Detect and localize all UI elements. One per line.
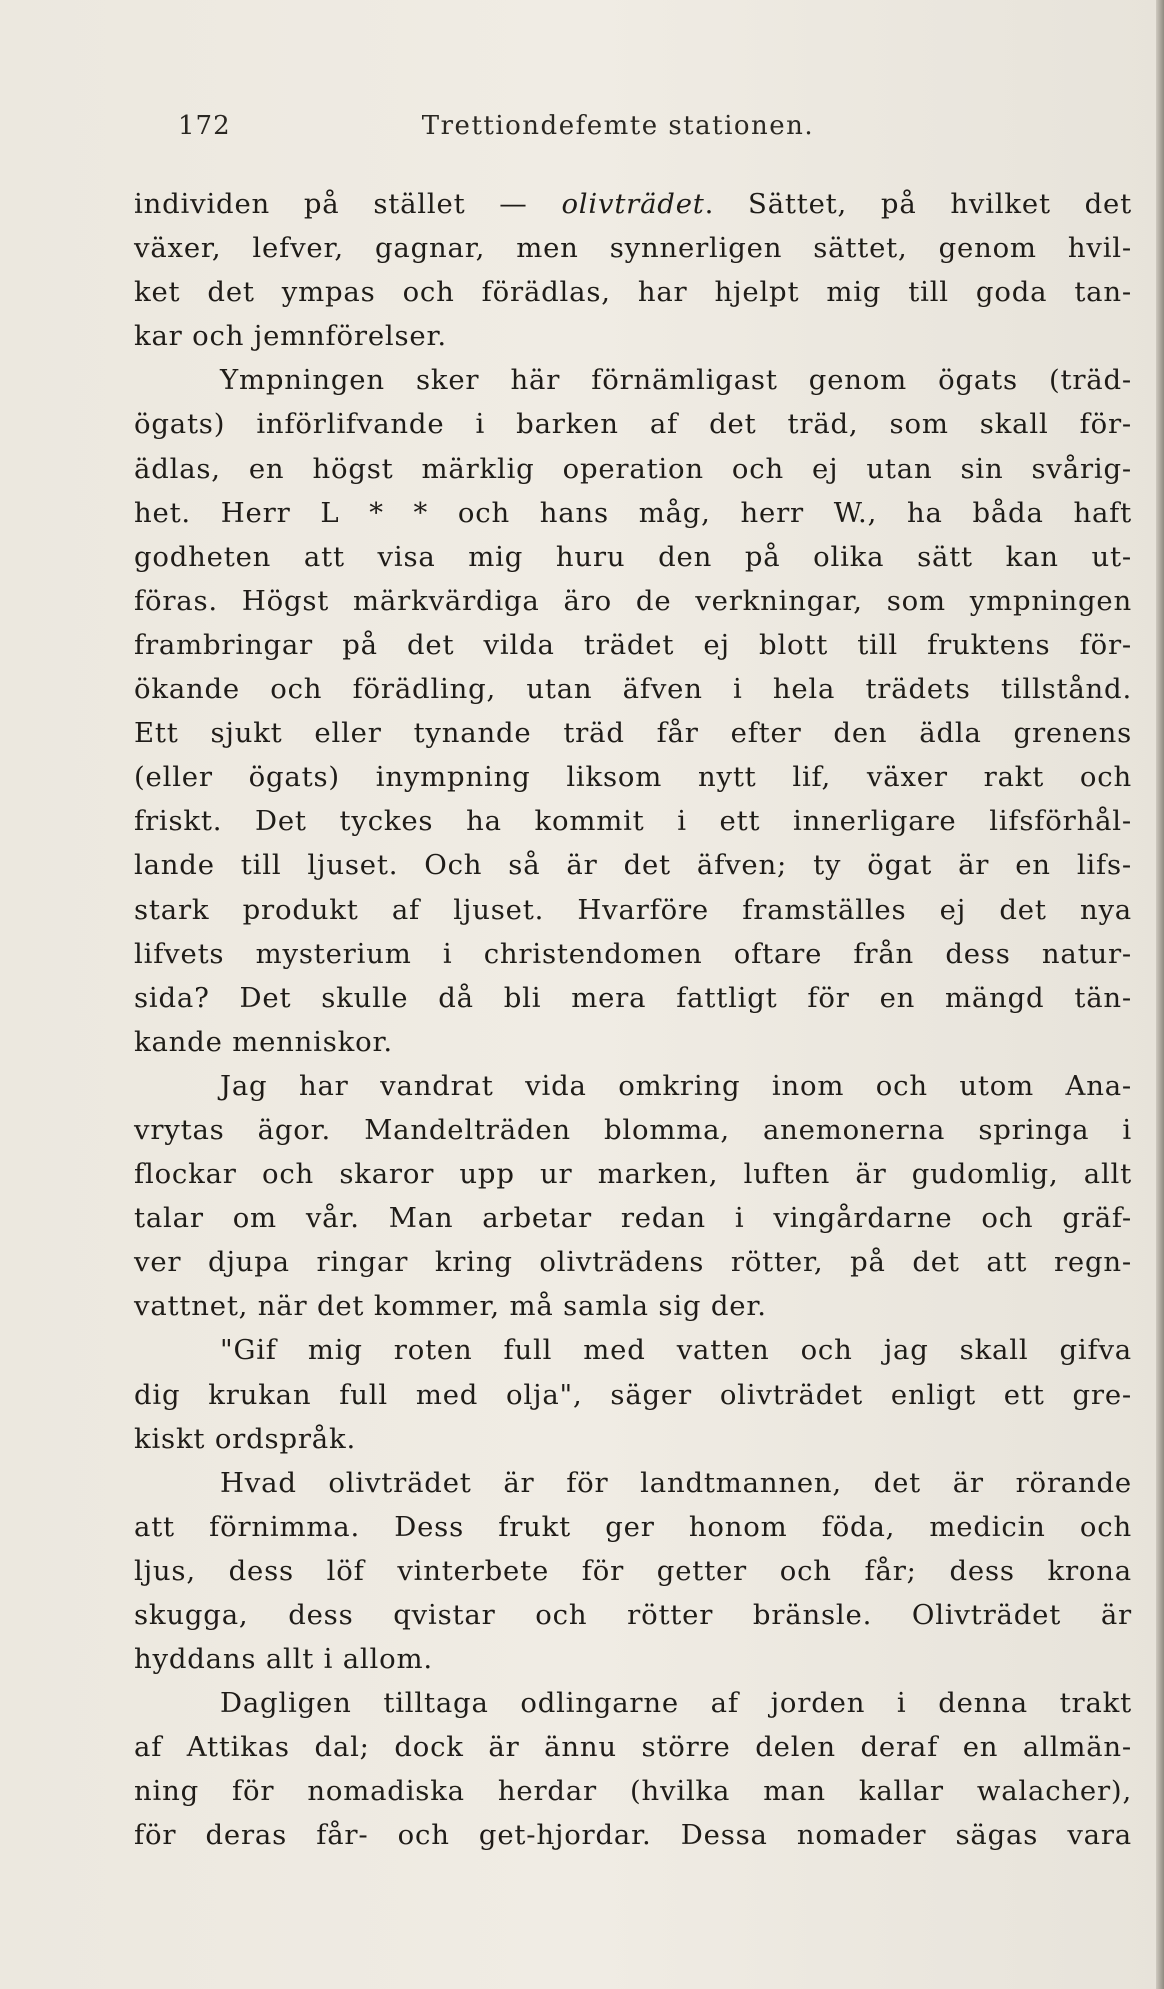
page-header (178, 104, 838, 148)
text-line (134, 579, 1132, 623)
text-segment: skugga, dess qvistar och rötter bränsle. Olivträdet är (134, 1599, 1132, 1631)
text-segment: att förnimma. Dess frukt ger honom föda, medicin och (134, 1510, 1132, 1543)
text-line (134, 314, 1132, 358)
text-segment: individen på stället — (134, 188, 562, 220)
text-line (134, 1196, 1132, 1240)
text-line (134, 182, 1132, 226)
text-segment: kiskt ordspråk. (134, 1422, 356, 1455)
text-segment: Ympningen sker här förnämligast genom ögats (träd- (220, 364, 1132, 397)
text-segment: ket det ympas och förädlas, har hjelpt mig till goda tan- (134, 276, 1132, 309)
text-segment: ning för nomadiska herdar (hvilka man kallar walacher), (134, 1775, 1132, 1808)
text-line (134, 667, 1132, 711)
text-line (134, 1769, 1132, 1813)
text-segment: dig krukan full med olja", säger olivträdet enligt ett gre- (134, 1378, 1132, 1411)
text-line (134, 623, 1132, 667)
running-title: Trettiondefemte stationen. (421, 111, 815, 141)
text-segment: kar och jemnförelser. (134, 320, 447, 353)
text-line (134, 1549, 1132, 1593)
text-line (134, 1637, 1132, 1681)
text-segment: ljus, dess löf vinterbete för getter och får; dess krona (134, 1554, 1132, 1587)
text-line (134, 1417, 1132, 1461)
text-line (134, 755, 1132, 799)
text-line (134, 270, 1132, 314)
text-segment: af Attikas dal; dock är ännu större delen deraf en allmän- (134, 1731, 1132, 1764)
text-line (134, 1373, 1132, 1417)
text-segment: stark produkt af ljuset. Hvarföre framställes ej det nya (134, 893, 1132, 926)
text-line (134, 799, 1132, 843)
text-segment: hyddans allt i allom. (134, 1643, 433, 1676)
text-segment: godheten att visa mig huru den på olika sätt kan ut- (134, 540, 1132, 573)
text-line (134, 888, 1132, 932)
text-line (134, 1108, 1132, 1152)
page-edge (1156, 0, 1164, 1989)
text-segment: ädlas, en högst märklig operation och ej utan sin svårig- (134, 452, 1132, 485)
text-line (134, 843, 1132, 887)
text-line (134, 1461, 1132, 1505)
text-line (134, 1505, 1132, 1549)
text-line (134, 932, 1132, 976)
text-segment: frambringar på det vilda trädet ej blott till fruktens för- (134, 628, 1132, 661)
text-segment: lande till ljuset. Och så är det äfven; ty ögat är en lifs- (134, 849, 1132, 882)
text-segment: kande menniskor. (134, 1025, 393, 1058)
text-line (134, 1328, 1132, 1372)
text-line (134, 447, 1132, 491)
text-segment: Hvad olivträdet är för landtmannen, det är rörande (220, 1466, 1132, 1499)
text-segment: Ett sjukt eller tynande träd får efter den ädla grenens (134, 717, 1132, 750)
text-segment: (eller ögats) inympning liksom nytt lif, växer rakt och (134, 761, 1132, 794)
text-segment: het. Herr L * * och hans måg, herr W., ha båda haft (134, 496, 1132, 529)
text-segment: vattnet, när det kommer, må samla sig der. (134, 1290, 767, 1323)
text-line (134, 1240, 1132, 1284)
text-line (134, 1681, 1132, 1725)
text-line (134, 711, 1132, 755)
italic-text: olivträdet (561, 188, 705, 220)
text-segment: friskt. Det tyckes ha kommit i ett innerligare lifsförhål- (134, 805, 1132, 838)
text-line (134, 226, 1132, 270)
text-segment: vrytas ägor. Mandelträden blomma, anemonerna springa i (134, 1113, 1132, 1146)
text-line (134, 1593, 1132, 1637)
text-segment: Jag har vandrat vida omkring inom och utom Ana- (220, 1069, 1132, 1102)
text-segment: ögats) införlifvande i barken af det träd, som skall för- (134, 408, 1132, 441)
text-segment: sida? Det skulle då bli mera fattligt för en mängd tän- (134, 981, 1132, 1014)
text-line (134, 535, 1132, 579)
text-segment: flockar och skaror upp ur marken, luften är gudomlig, allt (134, 1158, 1132, 1191)
text-segment: föras. Högst märkvärdiga äro de verkningar, som ympningen (134, 584, 1132, 617)
text-segment: Dagligen tilltaga odlingarne af jorden i denna trakt (220, 1687, 1132, 1720)
text-segment: ver djupa ringar kring olivträdens rötter, på det att regn- (134, 1246, 1132, 1279)
body-text (134, 182, 1132, 1858)
text-line (134, 402, 1132, 446)
text-line (134, 1064, 1132, 1108)
text-segment: växer, lefver, gagnar, men synnerligen sättet, genom hvil- (134, 232, 1132, 265)
text-line (134, 1725, 1132, 1769)
text-line (134, 1020, 1132, 1064)
text-line (134, 1152, 1132, 1196)
text-line (134, 1284, 1132, 1328)
page-number: 172 (178, 111, 231, 141)
text-segment: lifvets mysterium i christendomen oftare från dess natur- (134, 937, 1132, 970)
text-line (134, 1813, 1132, 1857)
text-line (134, 976, 1132, 1020)
text-segment: talar om vår. Man arbetar redan i vingårdarne och gräf- (134, 1202, 1132, 1235)
text-segment: för deras får- och get-hjordar. Dessa nomader sägas vara (134, 1819, 1132, 1852)
text-line (134, 491, 1132, 535)
text-segment: "Gif mig roten full med vatten och jag skall gifva (220, 1334, 1132, 1367)
text-segment: ökande och förädling, utan äfven i hela trädets tillstånd. (134, 673, 1132, 706)
text-line (134, 358, 1132, 402)
text-segment: . Sättet, på hvilket det (704, 188, 1132, 220)
